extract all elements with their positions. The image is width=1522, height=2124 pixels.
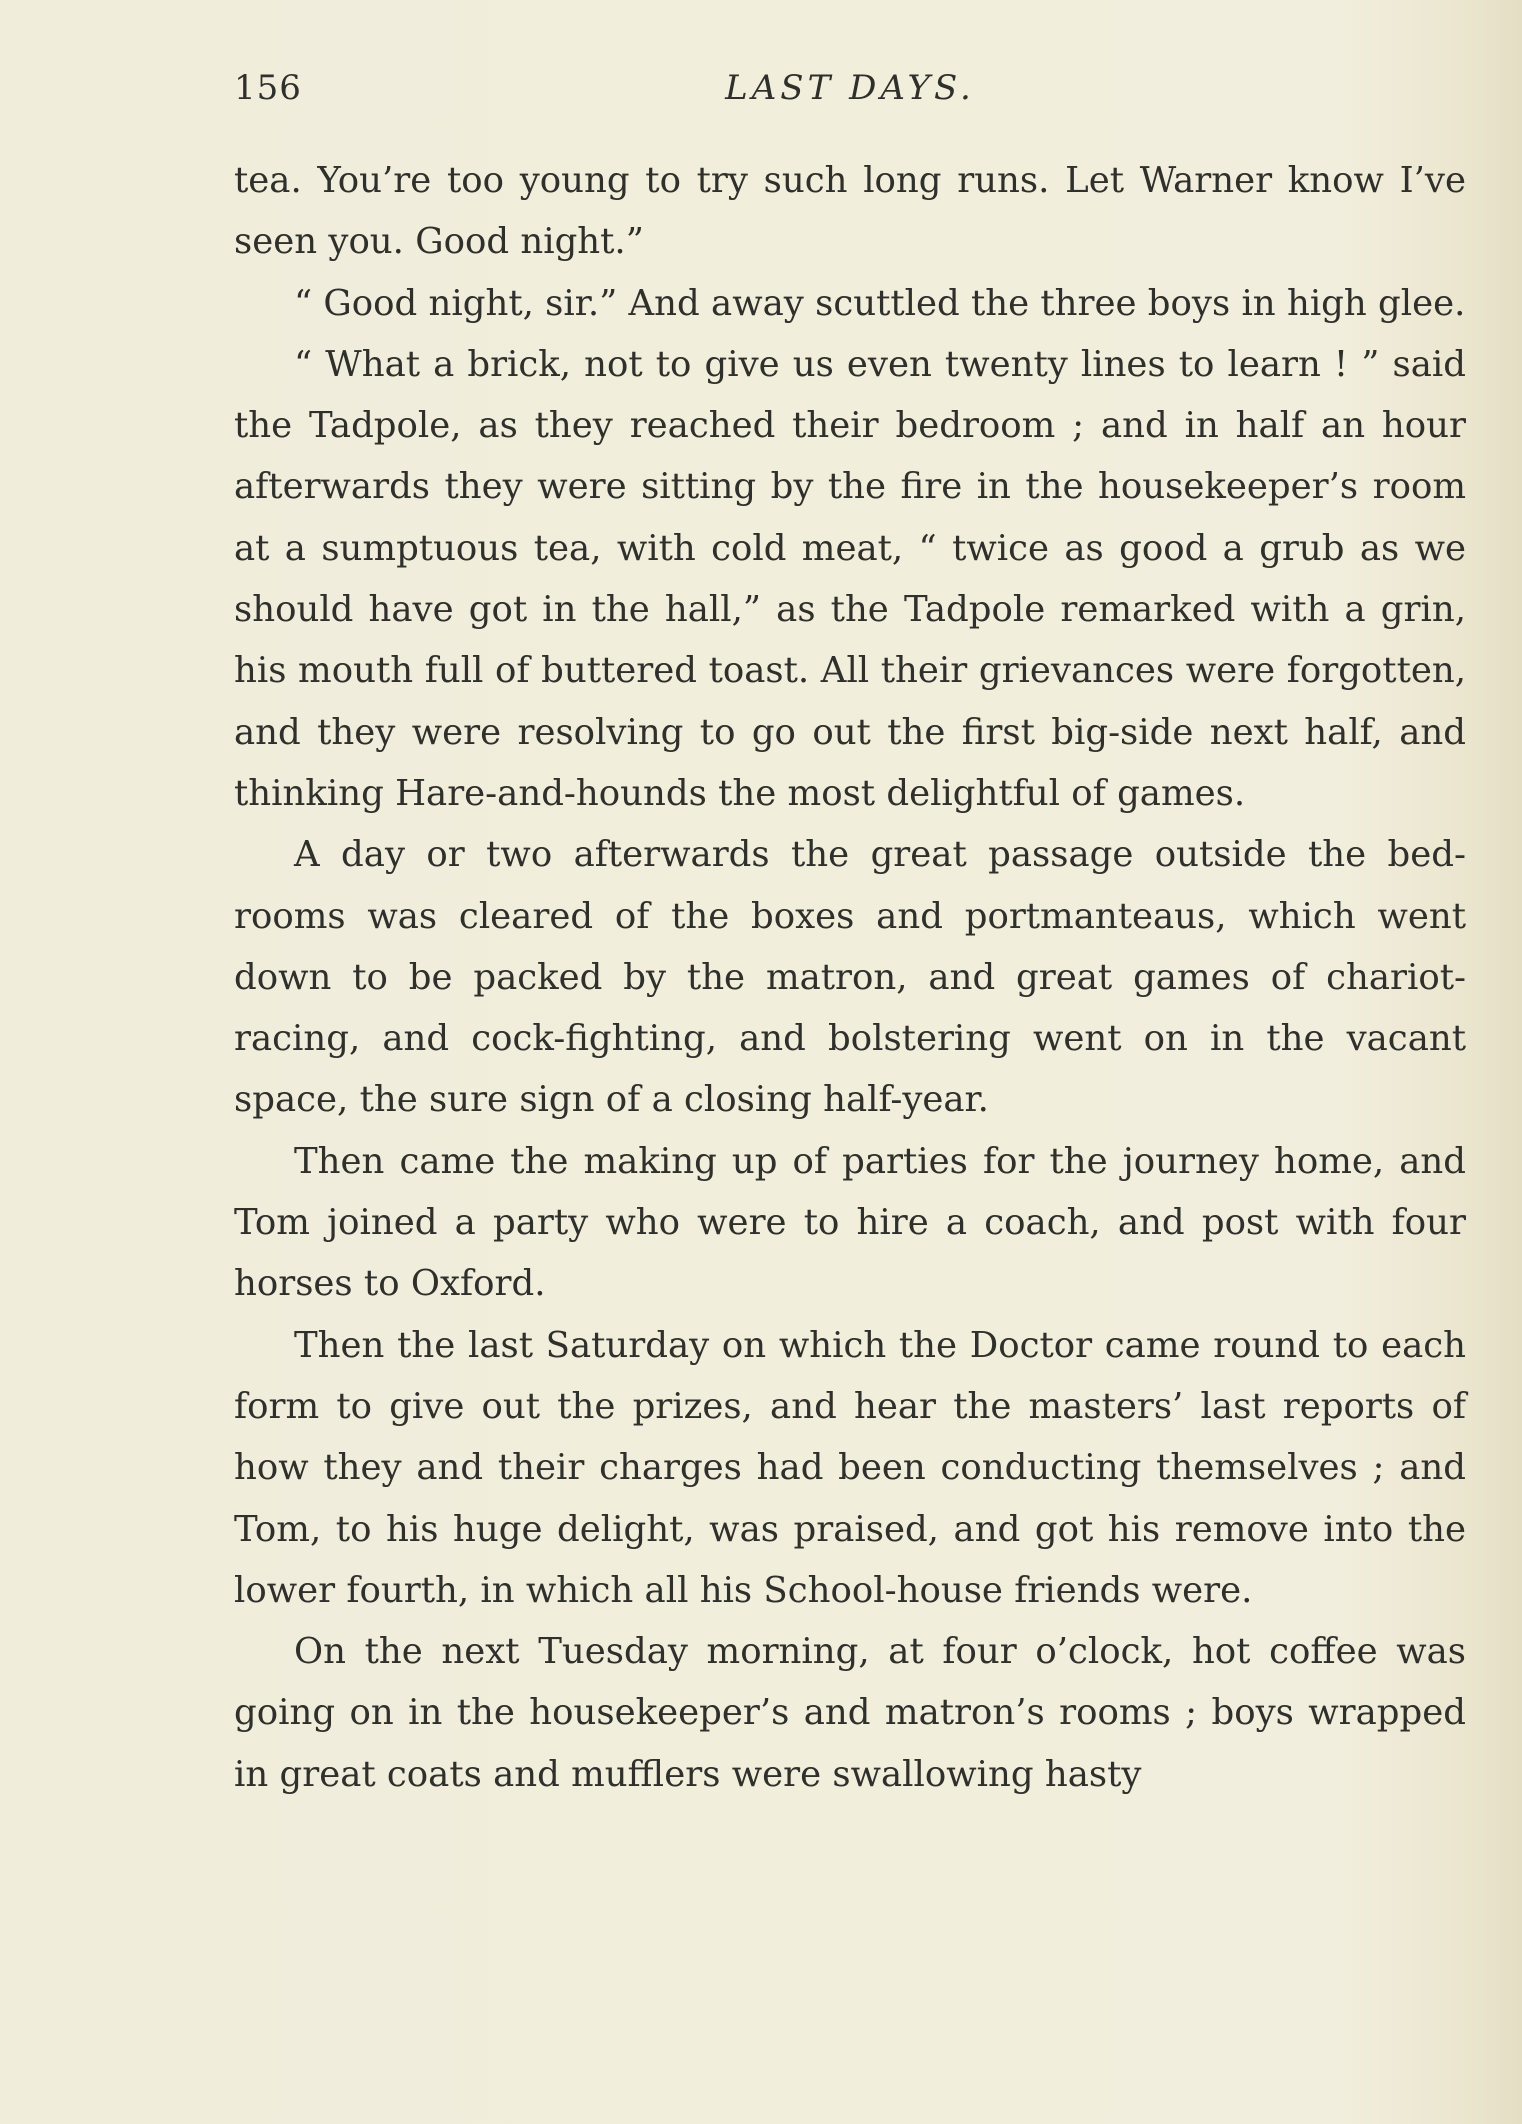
body-text (234, 150, 1466, 1805)
running-title: LAST DAYS. (725, 68, 975, 108)
paragraph: “ What a brick, not to give us even twenty lines to learn ! ” said the Tadpole, as they reached their bedroom ; and in half an hour afterwards they were sitting by the fire in the housekeeper’s room at a sumptuous tea, with cold meat, “ twice as good a grub as we should have got in the hall,” as the Tadpole remarked with a grin, his mouth full of buttered toast. All their grievances were forgotten, and they were resolving to go out the first big-side next half, and thinking Hare-and-hounds the most delightful of games. (234, 343, 1466, 814)
page-number: 156 (234, 68, 302, 108)
paragraph: A day or two afterwards the great passage outside the bed-rooms was cleared of the boxes and portmanteaus, which went down to be packed by the matron, and great games of chariot-racing, and cock-fighting, and bolstering went on in the vacant space, the sure sign of a closing half-year. (234, 834, 1466, 1121)
paragraph: Then the last Saturday on which the Doctor came round to each form to give out the prizes, and hear the masters’ last reports of how they and their charges had been conducting themselves ; and Tom, to his huge delight, was praised, and got his remove into the lower fourth, in which all his School-house friends were. (234, 1324, 1466, 1611)
paragraph: On the next Tuesday morning, at four o’clock, hot coffee was going on in the housekeeper’s and matron’s rooms ; boys wrapped in great coats and mufflers were swallowing hasty (234, 1631, 1466, 1795)
paragraph: tea. You’re too young to try such long runs. Let Warner know I’ve seen you. Good night.” (234, 160, 1466, 263)
page-header (234, 68, 1466, 118)
paragraph: Then came the making up of parties for the journey home, and Tom joined a party who were to hire a coach, and post with four horses to Oxford. (234, 1140, 1466, 1305)
paragraph: “ Good night, sir.” And away scuttled the three boys in high glee. (294, 282, 1466, 324)
